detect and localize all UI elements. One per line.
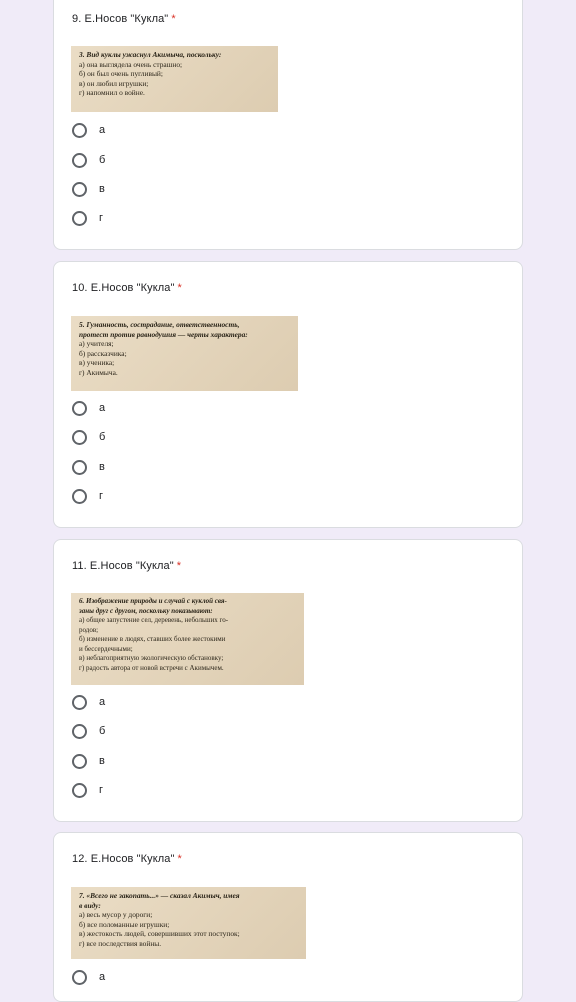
question-image: 5. Гуманность, сострадание, ответственность, протест против равнодушия — черты характера: а) учителя; б) рассказчика; в) ученика; г) Акимыча.: [71, 316, 298, 391]
option-b[interactable]: [72, 151, 105, 169]
option-g[interactable]: [72, 487, 103, 505]
option-label: а: [99, 402, 106, 414]
radio-button[interactable]: [72, 783, 87, 798]
option-label: а: [99, 971, 106, 983]
option-label: б: [99, 725, 106, 737]
question-card-11: [53, 539, 523, 822]
radio-button[interactable]: [72, 153, 87, 168]
option-v[interactable]: [72, 458, 105, 476]
radio-button[interactable]: [72, 401, 87, 416]
option-g[interactable]: [72, 209, 103, 227]
option-label: б: [99, 154, 106, 166]
radio-button[interactable]: [72, 430, 87, 445]
question-image: 3. Вид куклы ужаснул Акимыча, поскольку: а) она выглядела очень страшно; б) он был очень пугливый; в) он любил игрушки; г) напомнил о войне.: [71, 46, 278, 112]
required-asterisk: *: [177, 282, 182, 294]
option-b[interactable]: [72, 428, 105, 446]
question-title: 10. Е.Носов "Кукла" *: [72, 282, 182, 294]
option-v[interactable]: [72, 752, 105, 770]
radio-button[interactable]: [72, 182, 87, 197]
question-card-9: [53, 0, 523, 250]
question-title: 9. Е.Носов "Кукла" *: [72, 13, 176, 25]
option-label: б: [99, 431, 106, 443]
radio-button[interactable]: [72, 460, 87, 475]
question-image: 6. Изображение природы и случай с куклой свя- заны друг с другом, поскольку показывают: а) общее запустение сел, деревень, небольших го- родов; б) изменение в людях, ставших более жестокими и бессердечными; в) неблагоприятную экологическую обстановку; г) радость автора от новой встречи с Акимычем.: [71, 593, 304, 685]
radio-button[interactable]: [72, 724, 87, 739]
radio-button[interactable]: [72, 754, 87, 769]
radio-button[interactable]: [72, 123, 87, 138]
question-card-10: [53, 261, 523, 528]
radio-button[interactable]: [72, 695, 87, 710]
option-a[interactable]: [72, 968, 105, 986]
option-label: г: [99, 212, 104, 224]
question-title: 11. Е.Носов "Кукла" *: [72, 560, 182, 572]
option-label: г: [99, 784, 104, 796]
option-b[interactable]: [72, 722, 105, 740]
option-a[interactable]: [72, 693, 105, 711]
option-label: а: [99, 124, 106, 136]
required-asterisk: *: [171, 13, 176, 25]
question-image: 7. «Всего не закопать...» — сказал Акимыч, имея в виду: а) весь мусор у дороги; б) все поломанные игрушки; в) жестокость людей, совершивших этот поступок; г) все последствия войны.: [71, 887, 306, 959]
option-a[interactable]: [72, 399, 105, 417]
required-asterisk: *: [176, 560, 182, 572]
option-label: в: [99, 183, 105, 195]
option-a[interactable]: [72, 121, 105, 139]
radio-button[interactable]: [72, 489, 87, 504]
required-asterisk: *: [177, 853, 182, 865]
option-label: г: [99, 490, 104, 502]
radio-button[interactable]: [72, 211, 87, 226]
option-g[interactable]: [72, 781, 103, 799]
question-title: 12. Е.Носов "Кукла" *: [72, 853, 182, 865]
option-v[interactable]: [72, 180, 105, 198]
radio-button[interactable]: [72, 970, 87, 985]
option-label: в: [99, 461, 105, 473]
option-label: а: [99, 696, 106, 708]
option-label: в: [99, 755, 105, 767]
question-card-12: [53, 832, 523, 1002]
